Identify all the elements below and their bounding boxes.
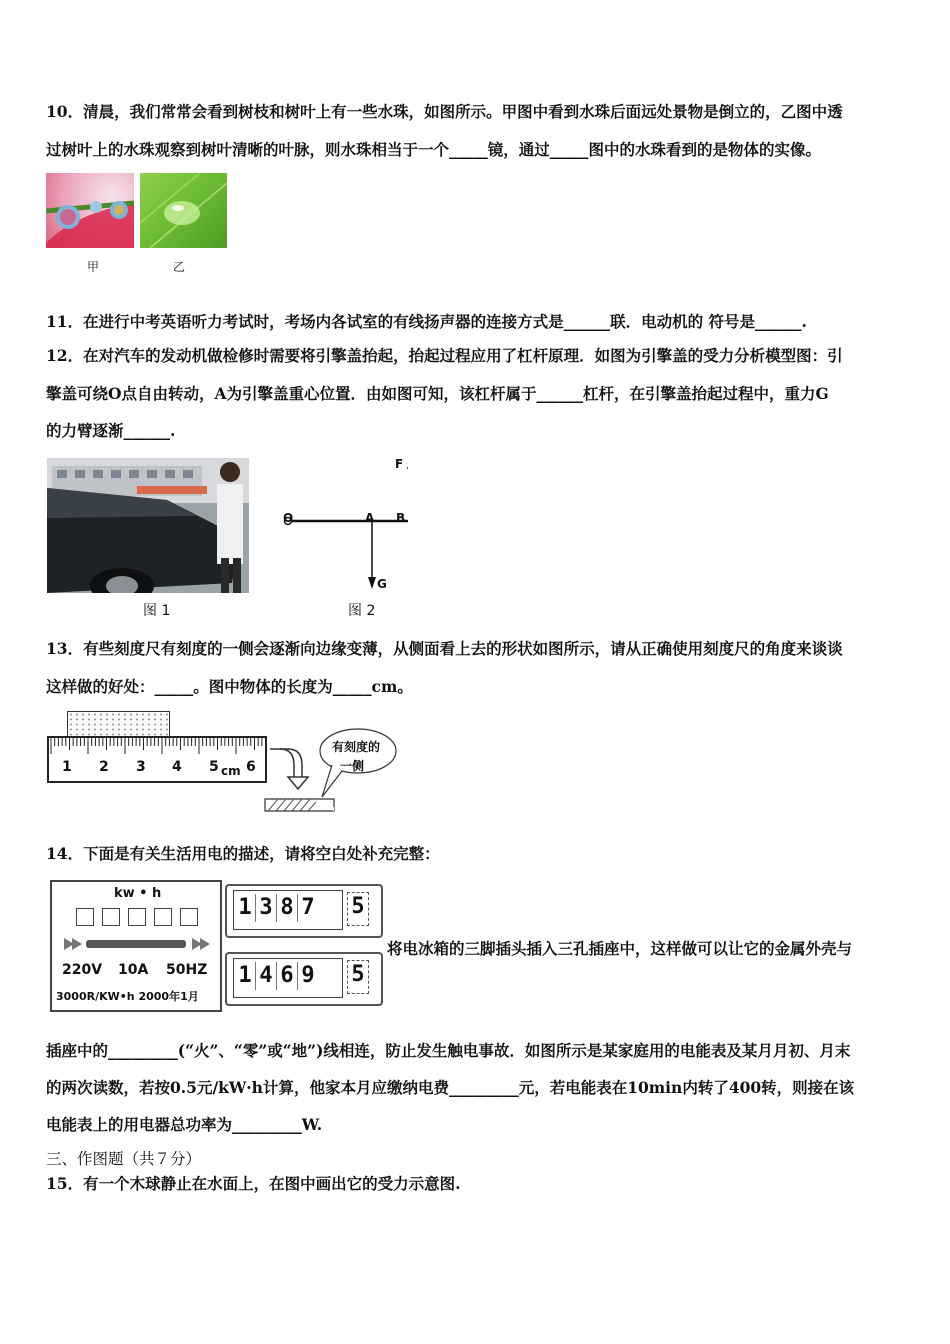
ruler-tick-6: 6	[246, 759, 256, 775]
q13-line2: 这样做的好处：_____。图中物体的长度为_____cm。	[46, 677, 413, 696]
q14-line4: 电能表上的用电器总功率为_________W.	[46, 1115, 323, 1134]
ruler-tick-3: 3	[136, 759, 146, 775]
meter-constant: 3000R/KW•h 2000年1月	[56, 990, 199, 1003]
electric-meter	[50, 880, 222, 1012]
bubble-text-2: 一侧	[340, 759, 365, 773]
reading1-digit4: 7	[301, 895, 315, 920]
fig1-caption: 图 1	[143, 603, 171, 619]
meter-current: 10A	[118, 962, 149, 978]
q13-line1: 13．有些刻度尺有刻度的一侧会逐渐向边缘变薄，从侧面看上去的形状如图所示，请从正确使用刻度尺的角度来谈谈	[46, 639, 843, 658]
meter-voltage: 220V	[62, 962, 103, 978]
section3-title: 三、作图题（共７分）	[46, 1150, 202, 1168]
reading2-digit3: 6	[277, 962, 298, 990]
q12-line3: 的力臂逐渐______.	[46, 421, 176, 440]
q10-line1: 10．清晨，我们常常会看到树枝和树叶上有一些水珠，如图所示。甲图中看到水珠后面远处景物是倒立的，乙图中透	[46, 102, 843, 121]
label-F: F	[395, 457, 404, 471]
ruler-tick-5: 5	[209, 759, 219, 775]
lever-diagram	[278, 455, 408, 595]
ruler-tick-2: 2	[99, 759, 109, 775]
label-A: A	[365, 511, 375, 525]
car-hood-photo	[47, 458, 249, 593]
reading2-digit5: 5	[347, 960, 369, 994]
q14-line1: 14．下面是有关生活用电的描述，请将空白处补充完整：	[46, 844, 440, 863]
ruler-tick-1: 1	[62, 759, 72, 775]
water-drop-photo-yi	[140, 173, 227, 248]
water-drop-photo-jia	[46, 173, 134, 248]
fig2-caption: 图 2	[348, 603, 376, 619]
caption-yi: 乙	[173, 260, 186, 274]
label-B: B	[396, 511, 406, 525]
meter-unit: kw • h	[114, 886, 162, 901]
meter-frequency: 50HZ	[166, 962, 208, 978]
q14-side-text: 将电冰箱的三脚插头插入三孔插座中，这样做可以让它的金属外壳与	[387, 939, 853, 958]
reading1-digit5: 5	[347, 892, 369, 926]
reading2-digit1: 1	[235, 962, 256, 990]
ruler-tick-4: 4	[172, 759, 182, 775]
meter-reading-end	[225, 952, 383, 1006]
reading1-digit2: 3	[256, 894, 277, 922]
q10-line2: 过树叶上的水珠观察到树叶清晰的叶脉，则水珠相当于一个_____镜，通过_____图中的水珠看到的是物体的实像。	[46, 140, 822, 159]
q12-line2: 擎盖可绕O点自由转动，A为引擎盖重心位置．由如图可知，该杠杆属于______杠杆，在引擎盖抬起过程中，重力G	[46, 384, 829, 403]
q14-line3: 的两次读数，若按0.5元/kW·h计算，他家本月应缴纳电费_________元，若电能表在10min内转了400转，则接在该	[46, 1078, 855, 1097]
label-O: O	[283, 511, 294, 525]
reading2-digit2: 4	[256, 962, 277, 990]
q12-line1: 12．在对汽车的发动机做检修时需要将引擎盖抬起，抬起过程应用了杠杆原理．如图为引擎盖的受力分析模型图：引	[46, 346, 843, 365]
reading1-digit3: 8	[277, 894, 298, 922]
q11-line1: 11．在进行中考英语听力考试时，考场内各试室的有线扬声器的连接方式是______联．电动机的 符号是______.	[46, 312, 807, 331]
bubble-text-1: 有刻度的	[332, 740, 381, 754]
meter-reading-start	[225, 884, 383, 938]
measured-object	[67, 711, 170, 737]
caption-jia: 甲	[87, 260, 100, 274]
q14-line2: 插座中的_________(“火”、“零”或“地”)线相连，防止发生触电事故．如图所示是某家庭用的电能表及某月月初、月末	[46, 1041, 851, 1060]
reading2-digit4: 9	[301, 963, 315, 988]
label-G: G	[377, 577, 387, 591]
ruler-unit: cm	[221, 764, 241, 778]
reading1-digit1: 1	[235, 894, 256, 922]
q15-line1: 15．有一个木球静止在水面上，在图中画出它的受力示意图.	[46, 1174, 461, 1193]
